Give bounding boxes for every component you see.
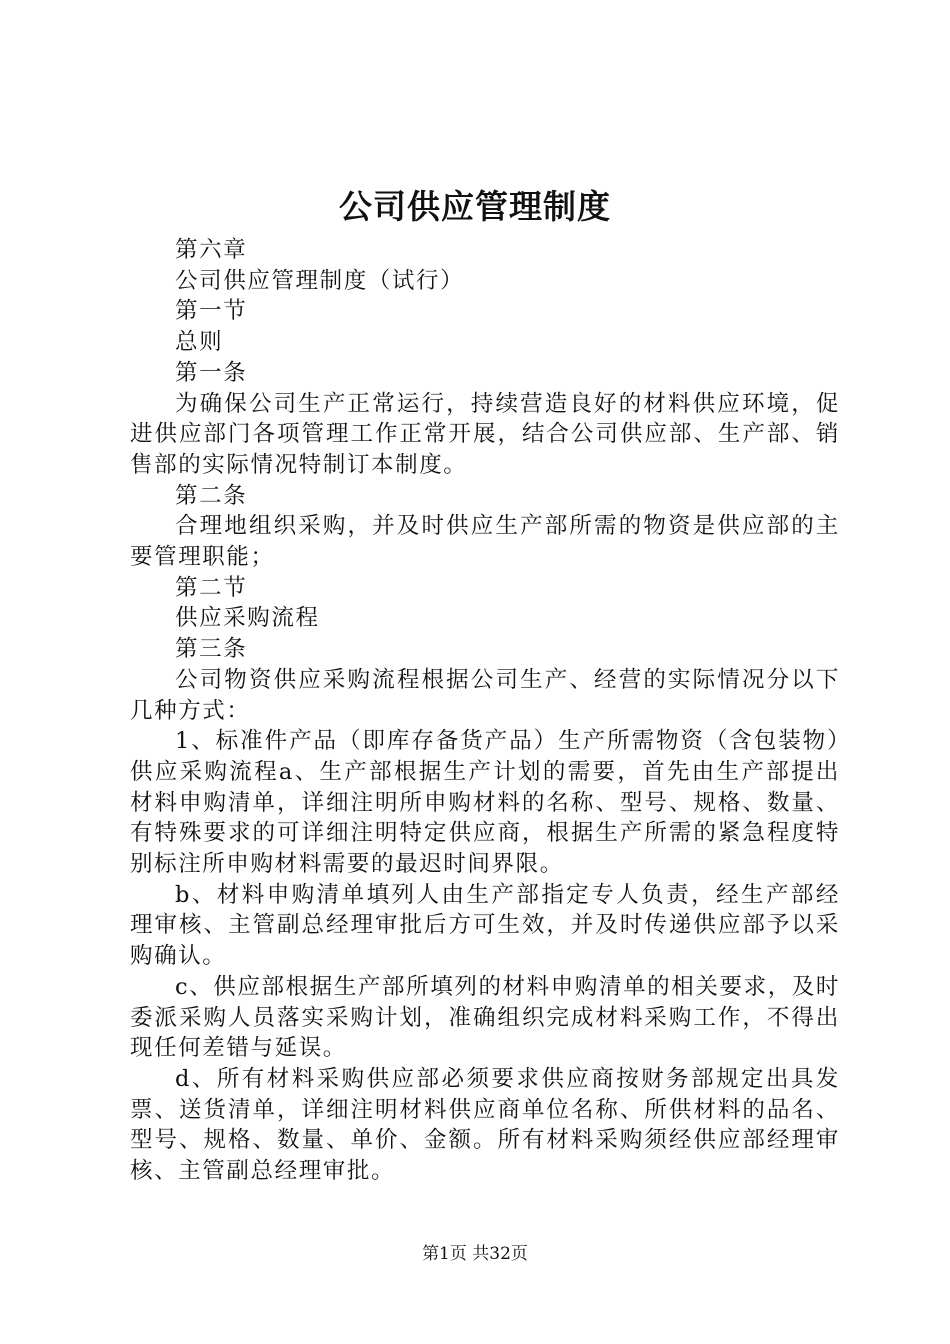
- page-footer: 第1页 共32页: [422, 1244, 528, 1264]
- paragraph-section-2-title: 供应采购流程: [175, 605, 320, 632]
- paragraph-article-1-text: 为确保公司生产正常运行，持续营造良好的材料供应环境，促进供应部门各项管理工作正常开展，结合公司供应部、生产部、销售部的实际情况特制订本制度。: [130, 390, 840, 478]
- document-body: [130, 235, 840, 1187]
- paragraph-article-3-text: 公司物资供应采购流程根据公司生产、经营的实际情况分以下几种方式：: [130, 666, 840, 724]
- paragraph-article-1: 第一条: [175, 359, 248, 386]
- paragraph-section-1: 第一节: [175, 298, 248, 325]
- paragraph-item-b: b、材料申购清单填列人由生产部指定专人负责，经生产部经理审核、主管副总经理审批后方可生效，并及时传递供应部予以采购确认。: [130, 881, 840, 970]
- paragraph-section-1-title: 总则: [175, 329, 224, 356]
- paragraph-article-2: 第二条: [175, 482, 248, 509]
- paragraph-subtitle: 公司供应管理制度（试行）: [175, 267, 465, 294]
- paragraph-article-3: 第三条: [175, 636, 248, 663]
- paragraph-item-c: c、供应部根据生产部所填列的材料申购清单的相关要求，及时委派采购人员落实采购计划，准确组织完成材料采购工作，不得出现任何差错与延误。: [130, 973, 840, 1062]
- paragraph-article-2-text: 合理地组织采购，并及时供应生产部所需的物资是供应部的主要管理职能；: [130, 513, 840, 571]
- document-title: 公司供应管理制度: [339, 187, 611, 226]
- paragraph-section-2: 第二节: [175, 574, 248, 601]
- paragraph-item-d: d、所有材料采购供应部必须要求供应商按财务部规定出具发票、送货清单，详细注明材料供应商单位名称、所供材料的品名、型号、规格、数量、单价、金额。所有材料采购须经供应部经理审核、主管副总经理审批。: [130, 1065, 840, 1185]
- paragraph-item-1: 1、标准件产品（即库存备货产品）生产所需物资（含包装物）供应采购流程a、生产部根据生产计划的需要，首先由生产部提出材料申购清单，详细注明所申购材料的名称、型号、规格、数量、有特殊要求的可详细注明特定供应商，根据生产所需的紧急程度特别标注所申购材料需要的最迟时间界限。: [130, 728, 840, 878]
- paragraph-chapter: 第六章: [175, 237, 248, 263]
